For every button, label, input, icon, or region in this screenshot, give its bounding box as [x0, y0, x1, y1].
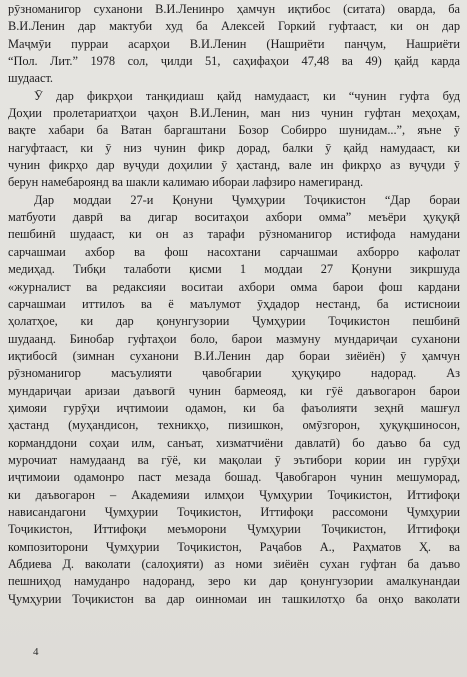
text-line: В.И.Ленин дар мактуби худ ба Алексей Горкий гуфтааст, ки он дар	[8, 19, 460, 34]
text-line: медиҳад. Тибқи талаботи қисми 1 моддаи 27 Қонуни зикршуда	[8, 262, 460, 277]
text-line: рӯзноманигор масъулияти ҷавобгарии ҳуқуқиро надорад. Аз	[8, 366, 460, 381]
text-line: ҳимояи гурӯҳи иҷтимоии одамон, ки ба фаъолияти зеҳнӣ машғул	[8, 400, 460, 415]
text-line: Маҷмӯи пурраи асарҳои В.И.Ленин (Нашриёти панҷум, Нашриёти	[8, 36, 460, 51]
text-line: Дар моддаи 27-и Қонуни Ҷумҳурии Тоҷикистон “Дар бораи	[34, 192, 460, 207]
text-line: мурочиат намудаанд ва гӯё, ки мақолаи ӯ эътибори кории ин гурӯҳи	[8, 452, 460, 467]
text-line: шудааст.	[8, 71, 53, 86]
text-line: Тоҷикистон, Иттифоқи меъморони Ҷумҳурии Тоҷикистон, Иттифоқи	[8, 522, 460, 537]
text-line: чунин фикрҳо дар вуҷуди доҳилии ӯ ҳастанд, вале ин фикрҳо аз вуҷуди ӯ	[8, 158, 460, 173]
text-line: Ӯ дар фикрҳои танқидиаш қайд намудааст, ки “чунин гуфта буд	[34, 88, 460, 103]
text-line: иҷтимоии одамонро паст мезада бошад. Ҷавобгарон чунин мешуморад,	[8, 470, 460, 485]
body-text	[8, 1, 460, 608]
text-line: пешниҳод намуданро надоранд, зеро ки дар қонунгузории амалкунандаи	[8, 574, 460, 589]
text-line: пешбинӣ шудааст, ки он аз тарафи рӯзноманигор истифода намудани	[8, 227, 460, 242]
text-line: рӯзноманигор суханони В.И.Ленинро ҳамчун иқтибос (ситата) оварда, ба	[8, 2, 460, 16]
text-line: мундариҷаи аризаи даъвогӣ чунин бармеояд, ки гӯё даъвогарон барои	[8, 383, 460, 398]
text-line: сарчашмаи иттилоъ ва ё маълумот ӯҳдадор нестанд, ба истисноии	[8, 296, 460, 311]
text-line: ҳастанд (муҳандисон, техникҳо, пизишкон, омӯзгорон, ҳуқуқшиносон,	[8, 418, 460, 433]
text-line: нагуфтааст, ки ӯ низ чунин фикр дорад, балки ӯ қайд намудааст, ки	[8, 140, 460, 155]
text-line: Доҳии пролетариатҳои ҷаҳон В.И.Ленин, ман низ чунин гуфтан меҳоҳам,	[8, 106, 460, 121]
text-line: вақте хабари ба Ватан баргаштани Бозор Собирро шунидам...”, яъне ӯ	[8, 123, 460, 138]
text-line: “Пол. Лит.” 1978 сол, ҷилди 51, саҳифаҳои 47,48 ва 49) қайд карда	[8, 54, 460, 69]
text-line: иқтибосӣ (зимнан суханони В.И.Ленин дар бораи зиёиён) ӯ ҳамчун	[8, 348, 460, 363]
text-line: шудаанд. Бинобар гуфтаҳои боло, барои мазмуну мундариҷаи суханони	[8, 331, 460, 346]
text-line: матбуоти даврӣ ва дигар воситаҳои ахбори омма” меъёри ҳуқуқӣ	[8, 210, 460, 225]
text-line: берун намебароянд ва шакли калимаю ибораи лафзиро намегиранд.	[8, 175, 364, 190]
text-line: ҳолатҳое, ки дар қонунгузории Ҷумҳурии Тоҷикистон пешбинӣ	[8, 314, 460, 329]
text-line: Ҷумҳурии Тоҷикистон ва дар оинномаи ин ташкилотҳо ба онҳо ваколати	[8, 591, 460, 606]
text-line: ки даъвогарон – Академияи илмҳои Ҷумҳурии Тоҷикистон, Иттифоқи	[8, 487, 460, 502]
text-line: сарчашмаи ахбор ва фош насохтани сарчашмаи ахборро кафолат	[8, 244, 460, 259]
text-line: Абдиева Д. ваколати (салоҳияти) аз номи зиёиён сухан гуфтан ба даъво	[8, 557, 460, 571]
page-number: 4	[33, 646, 39, 658]
text-line: композиторони Ҷумҳурии Тоҷикистон, Раҷабов А., Раҳматов Ҳ. ва	[8, 539, 460, 554]
text-line: «журналист ва редаксияи воситаи ахбори омма барои фош кардани	[8, 279, 460, 294]
text-line: корманддони соҳаи илм, санъат, хизматчиёни давлатӣ) бо даъво ба суд	[8, 435, 460, 450]
text-line: нависандагони Ҷумҳурии Тоҷикистон, Иттифоқи рассомони Ҷумҳурии	[8, 504, 460, 519]
